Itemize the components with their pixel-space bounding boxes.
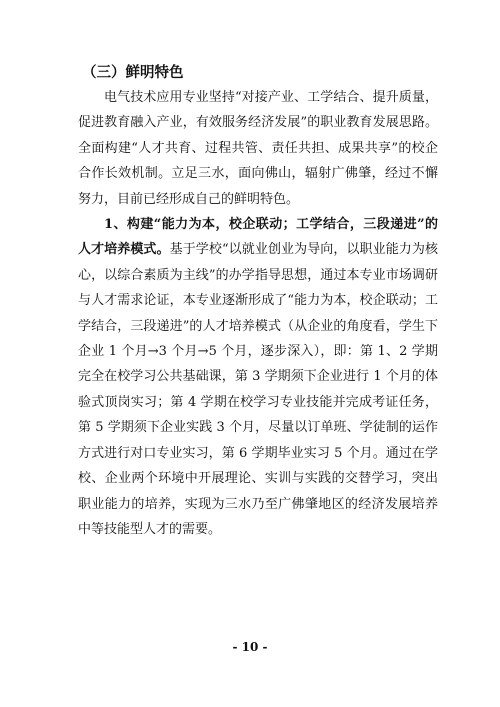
paragraph-specialty-overview: 电气技术应用专业坚持“对接产业、工学结合、提升质量，促进教育融入产业，有效服务经济发展”的职业教育发展思路。全面构建“人才共育、过程共管、责任共担、成果共享”的校企合作长效机制。立足三水，面向佛山，辐射广佛肇，经过不懈努力，目前已经形成自己的鲜明特色。 (78, 90, 438, 207)
page-number: - 10 - (232, 640, 268, 654)
paragraph-lead-heading: 1、构建“能力为本，校企联动；工学结合，三段递进”的人才培养模式。 (78, 217, 438, 258)
document-body (78, 60, 438, 542)
section-heading: （三）鲜明特色 (82, 64, 184, 81)
paragraph-training-model (78, 212, 438, 542)
paragraph-training-model-body: 基于学校“以就业创业为导向，以职业能力为核心，以综合素质为主线”的办学指导思想，通过本专业市场调研与人才需求论证，本专业逐渐形成了“能力为本，校企联动；工学结合，三段递进”的人才培养模式（从企业的角度看，学生下企业 1 个月→3 个月→5 个月，逐步深入），即：第 1、2 学期完全在校学习公共基础课，第 3 学期须下企业进行 1 个月的体验式顶岗实习；第 4 学期在校学习专业技能并完成考证任务，第 5 学期须下企业实践 3 个月，尽量以订单班、学徒制的运作方式进行对口专业实习，第 6 学期毕业实习 5 个月。通过在学校、企业两个环境中开展理论、实训与实践的交替学习，突出职业能力的培养，实现为三水乃至广佛肇地区的经济发展培养中等技能型人才的需要。 (78, 242, 438, 537)
